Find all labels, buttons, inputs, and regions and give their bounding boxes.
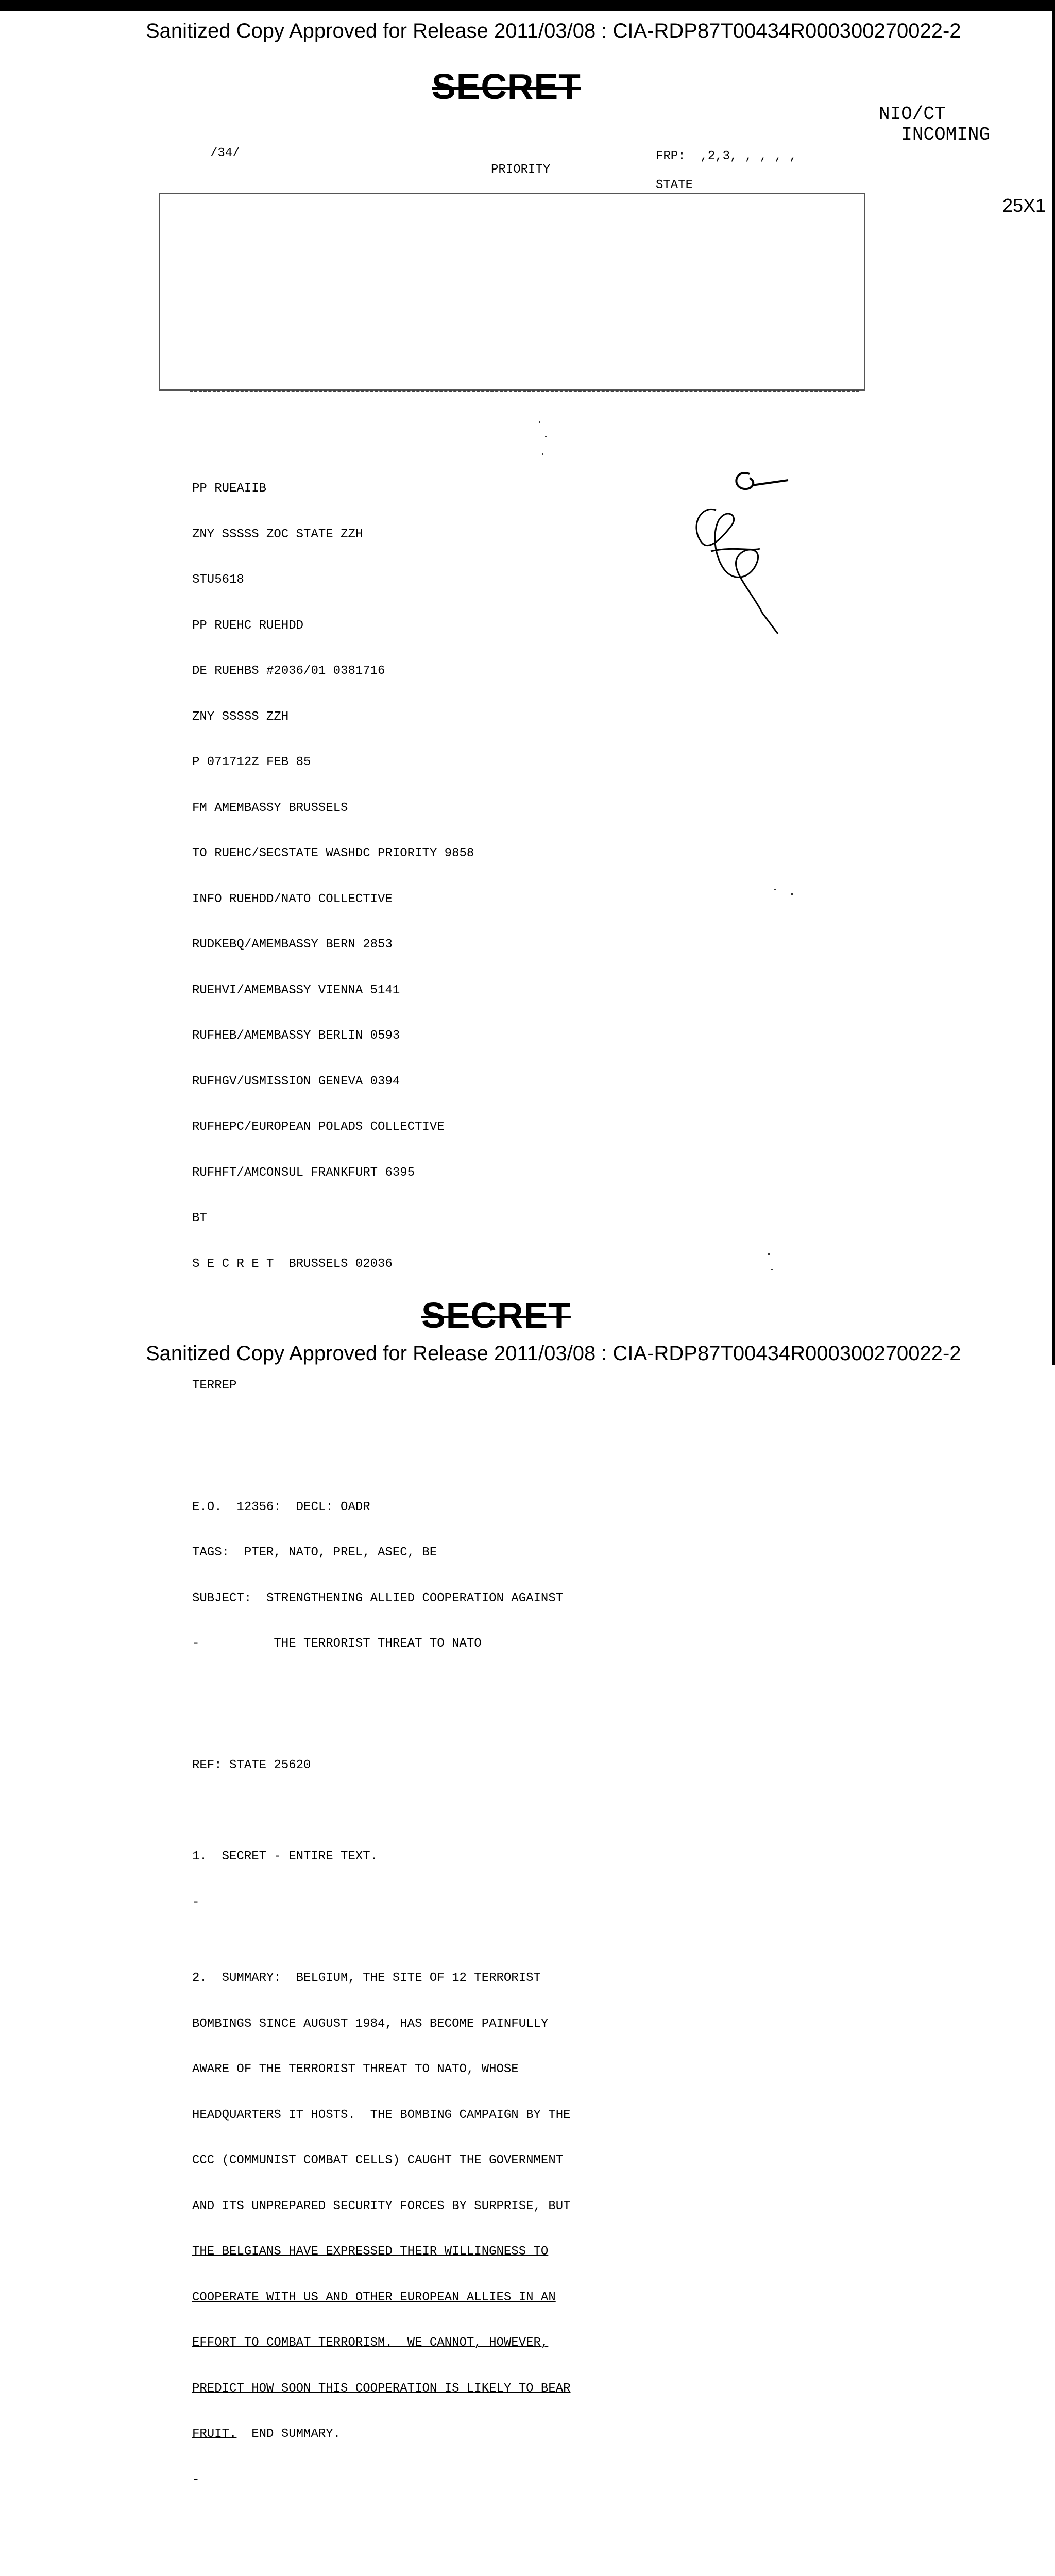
para2-end-summary: END SUMMARY.: [236, 2427, 341, 2441]
page-ref: /34/: [210, 146, 240, 160]
header-line: DE RUEHBS #2036/01 0381716: [192, 664, 385, 678]
header-line: RUFHEB/AMEMBASSY BERLIN 0593: [192, 1029, 400, 1043]
paragraph-1-dash: -: [192, 1895, 200, 1909]
header-line: RUFHFT/AMCONSUL FRANKFURT 6395: [192, 1165, 415, 1180]
sanitized-banner-top: Sanitized Copy Approved for Release 2011/03/08 : CIA-RDP87T00434R000300270022-2: [146, 20, 961, 42]
reference-line: REF: STATE 25620: [192, 1758, 311, 1772]
redacted-box: [159, 193, 865, 391]
header-line: STU5618: [192, 573, 244, 587]
paragraph-2-dash: -: [192, 2472, 200, 2487]
header-line: RUFHGV/USMISSION GENEVA 0394: [192, 1074, 400, 1089]
handwritten-initials: [680, 459, 824, 634]
header-line: BT: [192, 1211, 207, 1225]
para2-underlined-line: COOPERATE WITH US AND OTHER EUROPEAN ALLIES IN AN: [192, 2290, 556, 2304]
header-line: PP RUEAIIB: [192, 482, 267, 496]
header-line: P 071712Z FEB 85: [192, 755, 311, 769]
para2-underlined-fruit: FRUIT.: [192, 2427, 237, 2441]
routing-stamp: [879, 104, 990, 145]
nio-line-2: INCOMING: [901, 124, 991, 145]
redaction-code: 25X1: [1002, 195, 1046, 216]
para2-line: 2. SUMMARY: BELGIUM, THE SITE OF 12 TERRORIST: [192, 1971, 541, 1985]
para2-underlined-line: EFFORT TO COMBAT TERRORISM. WE CANNOT, HOWEVER,: [192, 2336, 549, 2350]
nio-line-1: NIO/CT: [879, 104, 946, 125]
para2-line: HEADQUARTERS IT HOSTS. THE BOMBING CAMPAIGN BY THE: [192, 2108, 571, 2122]
header-line: RUEHVI/AMEMBASSY VIENNA 5141: [192, 983, 400, 997]
header-line: ZNY SSSSS ZZH: [192, 709, 289, 724]
header-line: TO RUEHC/SECSTATE WASHDC PRIORITY 9858: [192, 846, 474, 860]
scan-top-border: [0, 0, 1055, 11]
para2-underlined-line: PREDICT HOW SOON THIS COOPERATION IS LIKELY TO BEAR: [192, 2381, 571, 2396]
para2-underlined-line: THE BELGIANS HAVE EXPRESSED THEIR WILLINGNESS TO: [192, 2245, 549, 2259]
meta-block: [192, 1469, 585, 1682]
header-line: RUDKEBQ/AMEMBASSY BERN 2853: [192, 938, 393, 952]
header-line: ZNY SSSSS ZOC STATE ZZH: [192, 527, 363, 541]
para2-line: AWARE OF THE TERRORIST THREAT TO NATO, WHOSE: [192, 2062, 519, 2076]
meta-line: SUBJECT: STRENGTHENING ALLIED COOPERATION AGAINST: [192, 1591, 564, 1605]
meta-line: E.O. 12356: DECL: OADR: [192, 1500, 370, 1514]
scan-right-border: [1052, 0, 1055, 1365]
meta-line: TAGS: PTER, NATO, PREL, ASEC, BE: [192, 1546, 437, 1560]
cable-body: [192, 420, 585, 2576]
header-block: [192, 451, 585, 1302]
header-line: INFO RUEHDD/NATO COLLECTIVE: [192, 892, 393, 906]
para2-line: BOMBINGS SINCE AUGUST 1984, HAS BECOME PAINFULLY: [192, 2016, 549, 2031]
scan-speck: [774, 889, 776, 890]
dashed-divider: [190, 390, 859, 392]
source-label: STATE: [656, 178, 693, 192]
scan-speck: [768, 1253, 770, 1255]
scan-speck: [771, 1269, 773, 1270]
header-line: RUFHEPC/EUROPEAN POLADS COLLECTIVE: [192, 1120, 445, 1134]
frp-line: FRP: ,2,3, , , , ,: [656, 149, 797, 163]
classification-stamp-top: SECRET: [432, 66, 581, 107]
sanitized-banner-bottom: Sanitized Copy Approved for Release 2011/03/08 : CIA-RDP87T00434R000300270022-2: [146, 1342, 961, 1365]
precedence: PRIORITY: [491, 163, 551, 177]
para2-line: AND ITS UNPREPARED SECURITY FORCES BY SURPRISE, BUT: [192, 2199, 571, 2213]
header-line: FM AMEMBASSY BRUSSELS: [192, 801, 348, 815]
para2-line: CCC (COMMUNIST COMBAT CELLS) CAUGHT THE GOVERNMENT: [192, 2154, 564, 2167]
para2-final-line: [192, 2427, 585, 2442]
scan-speck: [791, 893, 793, 895]
paragraph-1: 1. SECRET - ENTIRE TEXT.: [192, 1850, 378, 1863]
header-line: PP RUEHC RUEHDD: [192, 618, 304, 633]
header-line: S E C R E T BRUSSELS 02036: [192, 1257, 393, 1271]
terrep-line: TERREP: [192, 1378, 237, 1393]
paragraph-2: [192, 1940, 585, 2518]
classification-stamp-bottom: SECRET: [421, 1295, 571, 1335]
meta-line: - THE TERRORIST THREAT TO NATO: [192, 1637, 482, 1651]
